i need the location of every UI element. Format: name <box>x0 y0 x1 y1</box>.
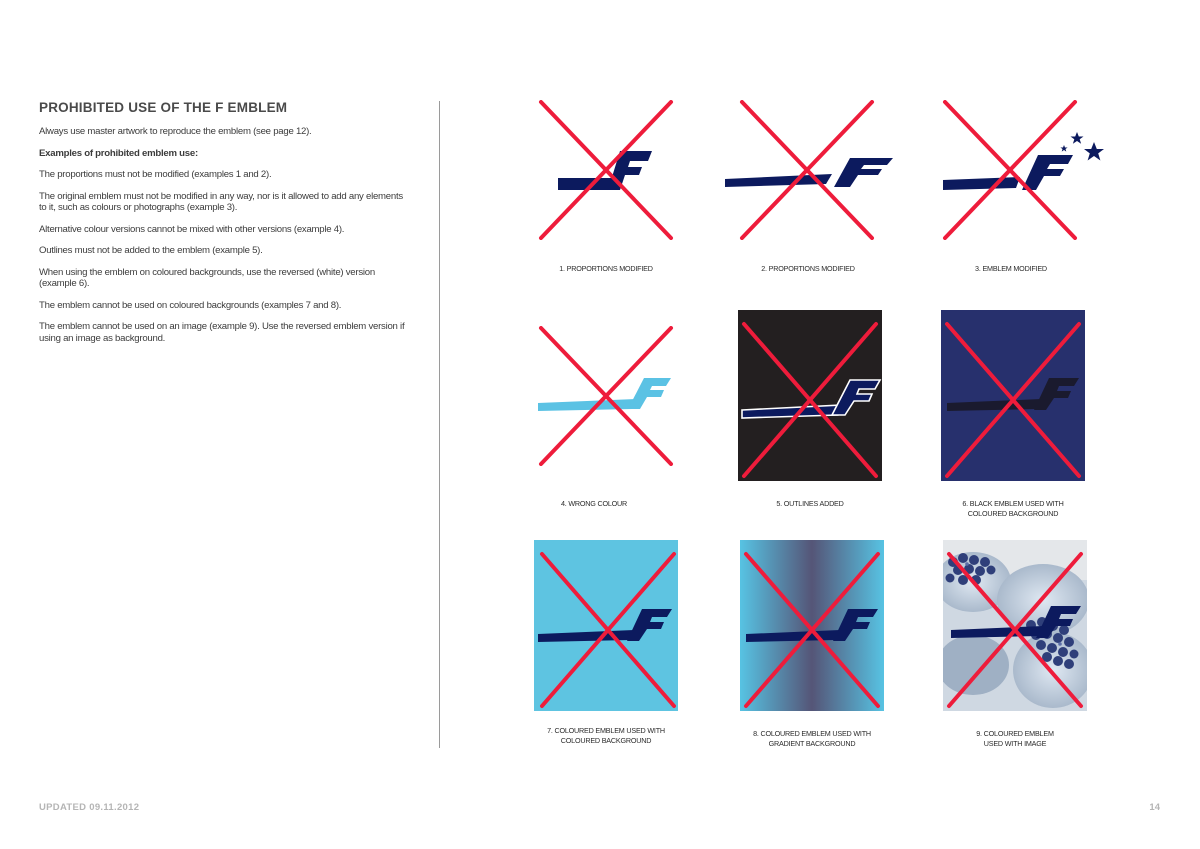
example-8-coloured-emblem-gradient-background <box>740 540 884 711</box>
text-column <box>39 100 409 354</box>
paragraph-colour-versions: Alternative colour versions cannot be mixed with other versions (example 4). <box>39 223 345 235</box>
example-2-proportions-modified <box>722 100 894 240</box>
example-9-coloured-emblem-with-image <box>943 540 1087 711</box>
example-7-coloured-emblem-coloured-background <box>534 540 678 711</box>
caption-example-4: 4. WRONG COLOUR <box>560 499 628 508</box>
page-heading: PROHIBITED USE OF THE F EMBLEM <box>39 100 288 115</box>
caption-example-3: 3. EMBLEM MODIFIED <box>975 264 1047 273</box>
caption-example-9: 9. COLOURED EMBLEM USED WITH IMAGE <box>976 729 1054 748</box>
example-6-black-emblem-coloured-background <box>941 310 1085 481</box>
paragraph-no-modification: The original emblem must not be modified in any way, nor is it allowed to add any elements to it, such as colours or photographs (example 3). <box>39 190 403 213</box>
example-4-wrong-colour <box>536 326 676 466</box>
caption-example-5: 5. OUTLINES ADDED <box>776 499 844 508</box>
column-divider <box>439 101 440 748</box>
example-3-emblem-modified <box>940 100 1108 240</box>
footer-updated-date: UPDATED 09.11.2012 <box>39 802 140 813</box>
example-1-proportions-modified <box>536 100 676 240</box>
paragraph-outlines: Outlines must not be added to the emblem (example 5). <box>39 245 263 256</box>
paragraph-image-background: The emblem cannot be used on an image (example 9). Use the reversed emblem version if using an image as background. <box>39 321 405 344</box>
paragraph-master-artwork: Always use master artwork to reproduce the emblem (see page 12). <box>39 126 312 137</box>
prohibited-cross-icon <box>541 102 671 238</box>
paragraph-coloured-backgrounds: The emblem cannot be used on coloured backgrounds (examples 7 and 8). <box>39 299 342 311</box>
caption-example-6: 6. BLACK EMBLEM USED WITH COLOURED BACKGROUND <box>962 499 1064 518</box>
paragraph-reversed-version: When using the emblem on coloured backgrounds, use the reversed (white) version (example 6). <box>39 266 375 289</box>
paragraph-proportions: The proportions must not be modified (examples 1 and 2). <box>39 169 272 180</box>
caption-example-8: 8. COLOURED EMBLEM USED WITH GRADIENT BACKGROUND <box>753 729 871 748</box>
caption-example-1: 1. PROPORTIONS MODIFIED <box>559 264 653 273</box>
example-5-outlines-added <box>738 310 882 481</box>
paragraph-examples-heading: Examples of prohibited emblem use: <box>39 147 198 159</box>
page-number: 14 <box>1149 802 1160 813</box>
caption-example-2: 2. PROPORTIONS MODIFIED <box>761 264 855 273</box>
caption-example-7: 7. COLOURED EMBLEM USED WITH COLOURED BACKGROUND <box>547 726 665 745</box>
